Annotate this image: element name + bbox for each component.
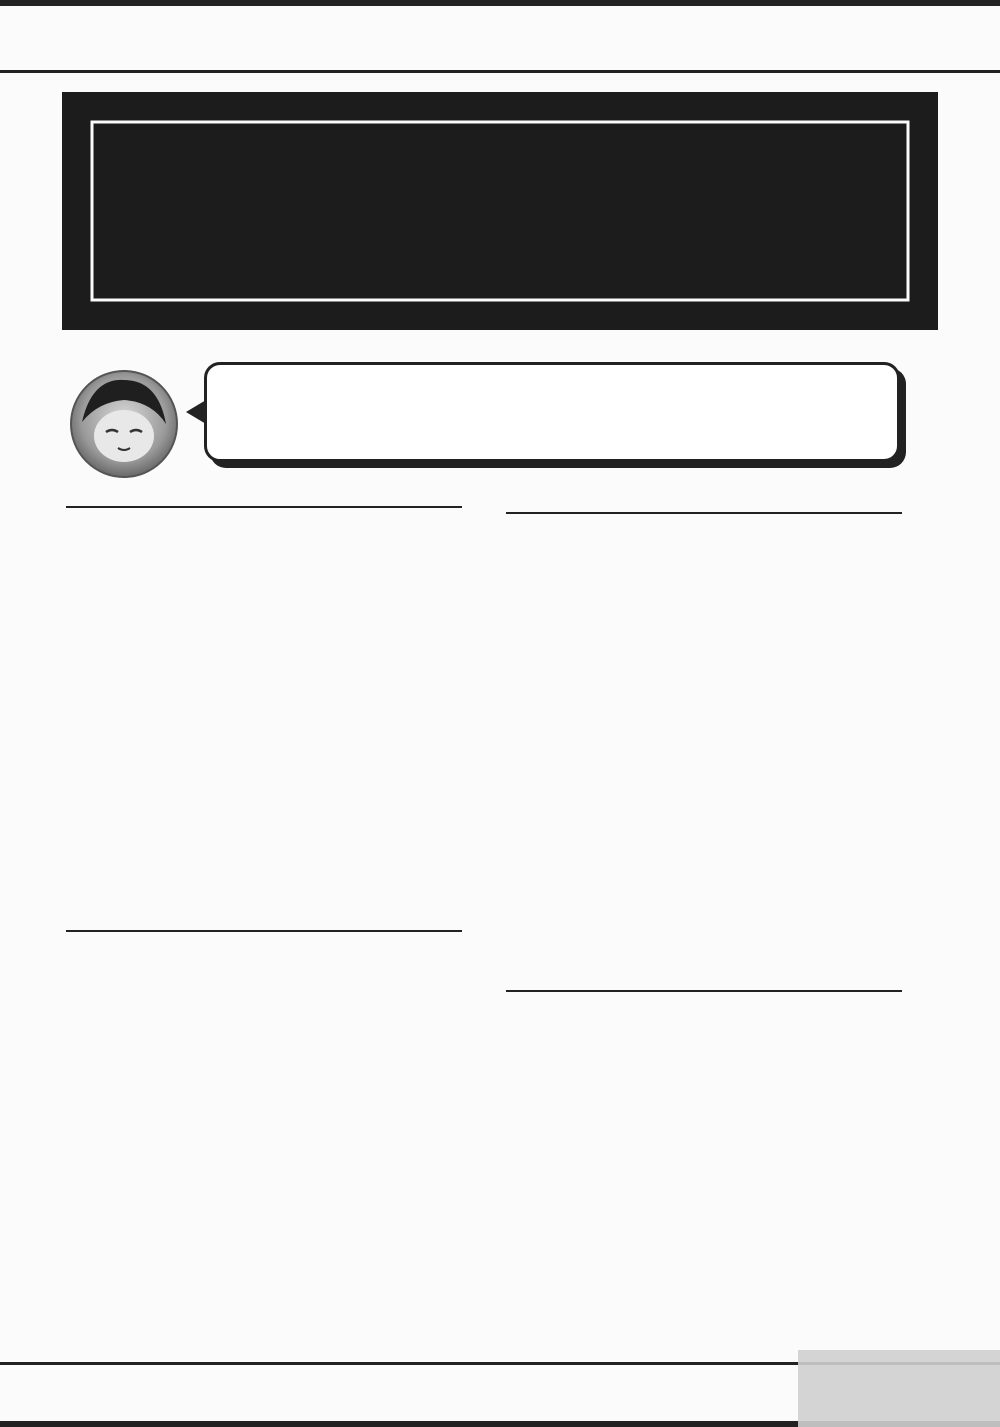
entry-header <box>66 924 462 932</box>
entry-header <box>506 506 902 514</box>
entry-apaosha <box>66 500 462 522</box>
entry-header <box>66 500 462 508</box>
avatar <box>70 370 178 478</box>
speech-bubble-tail <box>186 400 206 424</box>
intro-speech-bubble <box>204 362 900 462</box>
watermark-stamp <box>798 1350 1000 1427</box>
entry-arioch <box>506 506 902 528</box>
top-ornament-border <box>0 0 1000 78</box>
page-title <box>90 120 910 302</box>
entry-alastor <box>66 924 462 946</box>
avatar-face-icon <box>72 372 176 476</box>
entry-header <box>506 984 902 992</box>
entry-alp <box>506 984 902 1006</box>
